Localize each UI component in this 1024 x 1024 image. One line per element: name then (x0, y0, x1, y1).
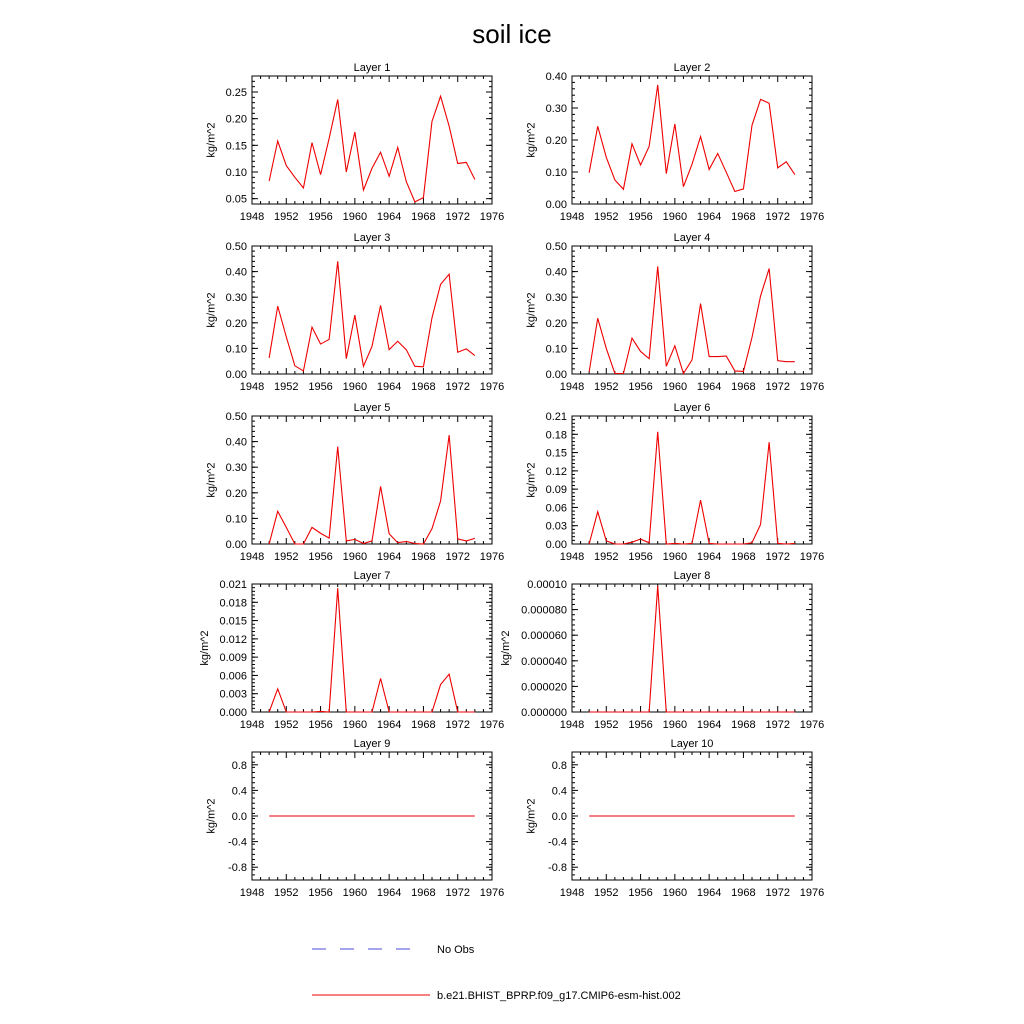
y-tick-label: 0.10 (225, 343, 247, 356)
x-tick-label: 1952 (594, 211, 619, 223)
x-tick-label: 1948 (559, 381, 585, 393)
y-tick-label: -0.4 (228, 836, 247, 849)
series-line (269, 261, 475, 371)
x-tick-label: 1976 (799, 887, 825, 899)
x-tick-label: 1976 (479, 551, 505, 563)
y-tick-label: 0.000040 (521, 655, 567, 668)
y-tick-label: 0.20 (225, 113, 247, 126)
x-tick-label: 1964 (376, 551, 402, 563)
y-tick-label: 0.30 (225, 462, 247, 475)
y-tick-label: 0.05 (225, 193, 247, 206)
y-tick-label: 0.18 (545, 429, 567, 442)
y-tick-label: 0.10 (545, 343, 567, 356)
y-tick-label: 0.40 (545, 266, 567, 279)
x-tick-label: 1960 (662, 719, 688, 731)
x-tick-label: 1948 (559, 719, 585, 731)
panel-title: Layer 8 (673, 570, 711, 582)
series-line (269, 96, 475, 202)
y-axis-label: kg/m^2 (199, 630, 211, 666)
y-tick-label: 0.06 (545, 502, 567, 515)
panel-4 (525, 232, 824, 393)
x-tick-label: 1972 (445, 381, 470, 393)
y-tick-label: 0.003 (219, 688, 247, 701)
x-tick-label: 1952 (274, 719, 299, 731)
y-tick-label: 0.018 (219, 597, 247, 610)
x-tick-label: 1960 (342, 719, 368, 731)
plot-frame (252, 76, 492, 204)
x-tick-label: 1976 (799, 211, 825, 223)
x-tick-label: 1960 (662, 551, 688, 563)
y-tick-label: 0.40 (225, 436, 247, 449)
y-tick-label: 0.00 (545, 369, 567, 381)
x-tick-label: 1968 (731, 381, 756, 393)
y-tick-label: 0.15 (545, 447, 567, 460)
x-tick-label: 1976 (479, 719, 505, 731)
panel-6 (525, 402, 824, 563)
y-tick-label: 0.000 (219, 707, 247, 719)
x-tick-label: 1964 (696, 211, 722, 223)
y-tick-label: 0.20 (225, 487, 247, 500)
x-tick-label: 1956 (628, 381, 653, 393)
x-tick-label: 1972 (765, 551, 790, 563)
x-tick-label: 1964 (696, 381, 722, 393)
y-tick-label: 0.20 (225, 317, 247, 330)
x-tick-label: 1972 (765, 381, 790, 393)
y-tick-label: -0.8 (548, 862, 567, 875)
y-axis-label: kg/m^2 (205, 798, 218, 834)
panel-1 (205, 62, 504, 223)
x-tick-label: 1948 (239, 719, 265, 731)
plot-frame (572, 76, 812, 204)
y-tick-label: 0.8 (231, 759, 247, 772)
y-tick-label: 0.10 (545, 167, 567, 179)
y-tick-label: 0.4 (551, 785, 567, 798)
panel-title: Layer 5 (353, 402, 391, 414)
x-tick-label: 1972 (445, 887, 470, 899)
x-tick-label: 1968 (411, 887, 436, 899)
x-tick-label: 1964 (376, 887, 402, 899)
y-tick-label: 0.30 (545, 292, 567, 305)
y-axis-label: kg/m^2 (525, 292, 538, 328)
y-tick-label: 0.21 (545, 411, 567, 423)
panel-title: Layer 10 (670, 738, 714, 750)
x-tick-label: 1972 (445, 551, 470, 563)
x-tick-label: 1960 (662, 211, 688, 223)
x-tick-label: 1956 (628, 211, 653, 223)
panel-title: Layer 7 (353, 570, 391, 582)
x-tick-label: 1972 (765, 211, 790, 223)
plot-frame (252, 584, 492, 712)
x-tick-label: 1968 (731, 551, 756, 563)
x-tick-label: 1968 (411, 719, 436, 731)
y-tick-label: 0.0 (231, 811, 247, 823)
x-tick-label: 1968 (731, 719, 756, 731)
x-tick-label: 1960 (342, 551, 368, 563)
x-tick-label: 1972 (445, 719, 470, 731)
y-tick-label: 0.000000 (521, 707, 567, 719)
panels (199, 62, 824, 899)
series-line (589, 586, 795, 712)
panel-title: Layer 9 (353, 738, 391, 750)
y-tick-label: 0.00 (225, 369, 247, 381)
y-tick-label: 0.15 (225, 140, 247, 153)
y-tick-label: 0.30 (225, 292, 247, 305)
x-tick-label: 1956 (628, 887, 653, 899)
y-axis-label: kg/m^2 (525, 798, 538, 834)
x-tick-label: 1964 (696, 719, 722, 731)
x-tick-label: 1964 (376, 381, 402, 393)
panel-2 (525, 62, 824, 223)
panel-8 (500, 570, 824, 731)
y-tick-label: 0.012 (219, 633, 247, 646)
x-tick-label: 1976 (799, 719, 825, 731)
y-tick-label: 0.00 (225, 539, 247, 551)
plot-frame (252, 246, 492, 374)
x-tick-label: 1968 (411, 381, 436, 393)
y-axis-label: kg/m^2 (525, 462, 538, 498)
x-tick-label: 1948 (239, 211, 265, 223)
y-axis-label: kg/m^2 (205, 122, 218, 158)
y-tick-label: 0.30 (545, 103, 567, 115)
x-tick-label: 1948 (559, 211, 585, 223)
y-tick-label: 0.10 (225, 167, 247, 179)
panel-7 (199, 570, 504, 731)
x-tick-label: 1956 (308, 211, 333, 223)
y-tick-label: 0.009 (219, 652, 247, 665)
x-tick-label: 1964 (376, 211, 402, 223)
y-axis-label: kg/m^2 (525, 122, 538, 158)
x-tick-label: 1964 (696, 551, 722, 563)
x-tick-label: 1972 (765, 887, 790, 899)
y-tick-label: 0.4 (231, 785, 247, 798)
x-tick-label: 1948 (239, 381, 265, 393)
x-tick-label: 1960 (662, 887, 688, 899)
y-tick-label: 0.0 (551, 811, 567, 823)
x-tick-label: 1956 (308, 381, 333, 393)
panel-title: Layer 2 (673, 62, 711, 74)
x-tick-label: 1968 (411, 551, 436, 563)
series-line (589, 432, 795, 544)
y-tick-label: 0.00010 (527, 579, 567, 591)
panel-title: Layer 1 (353, 62, 391, 74)
x-tick-label: 1972 (445, 211, 470, 223)
x-tick-label: 1968 (731, 211, 756, 223)
y-tick-label: 0.12 (545, 465, 567, 478)
x-tick-label: 1968 (731, 887, 756, 899)
x-tick-label: 1976 (479, 887, 505, 899)
panel-3 (205, 232, 504, 393)
x-tick-label: 1948 (239, 887, 265, 899)
x-tick-label: 1948 (559, 551, 585, 563)
y-tick-label: 0.00 (545, 539, 567, 551)
y-tick-label: 0.8 (551, 759, 567, 772)
x-tick-label: 1952 (594, 719, 619, 731)
panel-10 (525, 738, 824, 899)
x-tick-label: 1948 (559, 887, 585, 899)
x-tick-label: 1960 (662, 381, 688, 393)
y-axis-label: kg/m^2 (205, 462, 218, 498)
y-tick-label: 0.03 (545, 520, 567, 533)
x-tick-label: 1956 (308, 719, 333, 731)
plot-frame (572, 584, 812, 712)
x-tick-label: 1968 (411, 211, 436, 223)
x-tick-label: 1956 (628, 719, 653, 731)
series-line (589, 85, 795, 192)
panel-title: Layer 4 (673, 232, 711, 244)
x-tick-label: 1956 (308, 887, 333, 899)
x-tick-label: 1960 (342, 381, 368, 393)
y-tick-label: 0.50 (545, 241, 567, 253)
series-line (589, 266, 795, 373)
y-tick-label: 0.00 (545, 199, 567, 211)
y-tick-label: 0.20 (545, 317, 567, 330)
y-tick-label: 0.10 (225, 513, 247, 526)
x-tick-label: 1952 (594, 887, 619, 899)
y-tick-label: 0.000080 (521, 604, 567, 617)
legend-obs-label: No Obs (437, 944, 475, 956)
series-line (269, 588, 475, 712)
x-tick-label: 1952 (594, 381, 619, 393)
x-tick-label: 1960 (342, 887, 368, 899)
x-tick-label: 1952 (594, 551, 619, 563)
panel-5 (205, 402, 504, 563)
y-tick-label: 0.40 (225, 266, 247, 279)
y-tick-label: -0.4 (548, 836, 567, 849)
panel-9 (205, 738, 504, 899)
x-tick-label: 1960 (342, 211, 368, 223)
x-tick-label: 1964 (376, 719, 402, 731)
x-tick-label: 1972 (765, 719, 790, 731)
x-tick-label: 1952 (274, 381, 299, 393)
figure-title: soil ice (472, 19, 552, 49)
y-tick-label: 0.20 (545, 135, 567, 147)
x-tick-label: 1952 (274, 551, 299, 563)
y-axis-label: kg/m^2 (499, 630, 512, 666)
y-tick-label: 0.021 (219, 579, 247, 591)
panel-title: Layer 3 (353, 232, 391, 244)
x-tick-label: 1976 (799, 551, 825, 563)
panel-title: Layer 6 (673, 402, 711, 414)
x-tick-label: 1952 (274, 887, 299, 899)
y-tick-label: 0.50 (225, 241, 247, 253)
y-tick-label: 0.000060 (521, 630, 567, 643)
y-tick-label: 0.015 (219, 615, 247, 628)
x-tick-label: 1964 (696, 887, 722, 899)
y-tick-label: -0.8 (228, 862, 247, 875)
x-tick-label: 1976 (479, 381, 505, 393)
x-tick-label: 1952 (274, 211, 299, 223)
x-tick-label: 1956 (628, 551, 653, 563)
y-tick-label: 0.50 (225, 411, 247, 423)
y-tick-label: 0.40 (545, 71, 567, 83)
legend-model-label: b.e21.BHIST_BPRP.f09_g17.CMIP6-esm-hist.002 (437, 990, 681, 1002)
y-tick-label: 0.25 (225, 87, 247, 99)
legend (312, 944, 681, 1002)
series-line (269, 435, 475, 544)
y-tick-label: 0.000020 (521, 681, 567, 694)
y-tick-label: 0.006 (219, 670, 247, 683)
y-axis-label: kg/m^2 (205, 292, 218, 328)
y-tick-label: 0.09 (545, 484, 567, 497)
x-tick-label: 1948 (239, 551, 265, 563)
x-tick-label: 1976 (799, 381, 825, 393)
x-tick-label: 1976 (479, 211, 505, 223)
x-tick-label: 1956 (308, 551, 333, 563)
